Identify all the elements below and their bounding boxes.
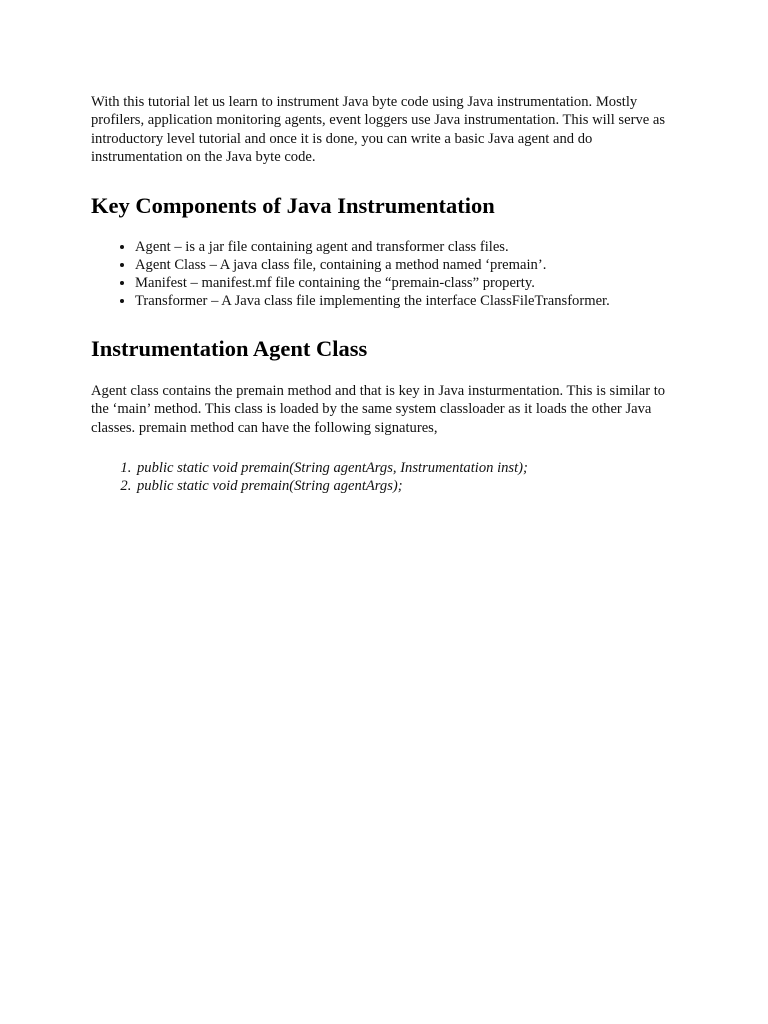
document-page	[91, 93, 681, 495]
signature-item: 2. public static void premain(String agentArgs);	[135, 477, 681, 495]
list-item: • Transformer – A Java class file implementing the interface ClassFileTransformer.	[135, 292, 681, 310]
key-components-list	[91, 238, 681, 310]
list-item: • Agent Class – A java class file, containing a method named ‘premain’.	[135, 256, 681, 274]
agent-class-paragraph: Agent class contains the premain method and that is key in Java insturmentation. This is similar to the ‘main’ method. This class is loaded by the same system classloader as it loads the other Java classes. premain method can have the following signatures,	[91, 383, 666, 436]
list-item: • Agent – is a jar file containing agent and transformer class files.	[135, 238, 681, 256]
key-components-heading: Key Components of Java Instrumentation	[91, 193, 495, 219]
intro-paragraph: With this tutorial let us learn to instrument Java byte code using Java instrumentation. Mostly profilers, application monitoring agents, event loggers use Java instrumentation. This will serve as introductory level tutorial and once it is done, you can write a basic Java agent and do instrumentation on the Java byte code.	[91, 94, 666, 165]
list-item: • Manifest – manifest.mf file containing the “premain-class” property.	[135, 274, 681, 292]
signatures-list	[91, 459, 681, 495]
agent-class-heading: Instrumentation Agent Class	[91, 336, 368, 362]
signature-item: 1. public static void premain(String agentArgs, Instrumentation inst);	[135, 459, 681, 477]
